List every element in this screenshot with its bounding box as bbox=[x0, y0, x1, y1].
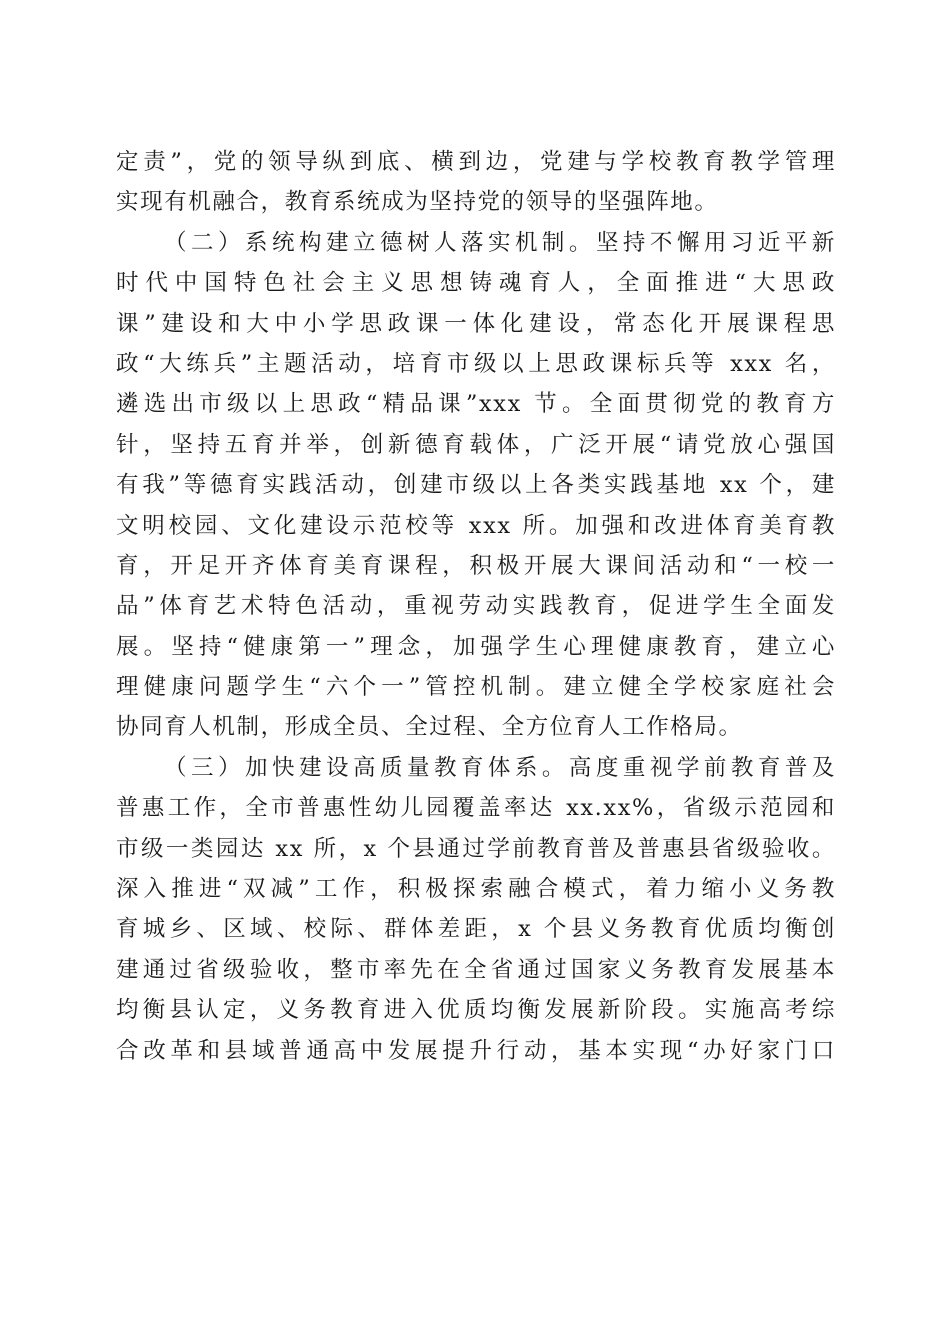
text-line: 实现有机融合，教育系统成为坚持党的领导的坚强阵地。 bbox=[116, 189, 719, 216]
text-line: 时代中国特色社会主义思想铸魂育人，全面推进“大思政 bbox=[116, 270, 836, 297]
text-line: 协同育人机制，形成全员、全过程、全方位育人工作格局。 bbox=[116, 714, 743, 741]
text-line: 品”体育艺术特色活动，重视劳动实践教育，促进学生全面发 bbox=[116, 593, 836, 620]
text-line: 遴选出市级以上思政“精品课”xxx 节。全面贯彻党的教育方 bbox=[116, 391, 836, 418]
section-heading: （二）系统构建立德树人落实机制。 bbox=[164, 229, 596, 256]
section-heading-line: （二）系统构建立德树人落实机制。坚持不懈用习近平新 bbox=[164, 229, 836, 256]
text-line: 有我”等德育实践活动，创建市级以上各类实践基地 xx 个，建 bbox=[116, 472, 836, 499]
text-line: 育城乡、区域、校际、群体差距，x 个县义务教育优质均衡创 bbox=[116, 916, 836, 943]
text-line: 文明校园、文化建设示范校等 xxx 所。加强和改进体育美育教 bbox=[116, 512, 836, 539]
text-line: 市级一类园达 xx 所，x 个县通过学前教育普及普惠县省级验收。 bbox=[116, 835, 836, 862]
text-line: 合改革和县域普通高中发展提升行动，基本实现“办好家门口 bbox=[116, 1037, 836, 1064]
document-page bbox=[116, 142, 836, 1071]
text-line: 理健康问题学生“六个一”管控机制。建立健全学校家庭社会 bbox=[116, 674, 836, 701]
text-line: 定责”，党的领导纵到底、横到边，党建与学校教育教学管理 bbox=[116, 149, 836, 175]
text-line: 建通过省级验收，整市率先在全省通过国家义务教育发展基本 bbox=[116, 956, 836, 983]
text-line: 育，开足开齐体育美育课程，积极开展大课间活动和“一校一 bbox=[116, 552, 836, 579]
section-heading-line: （三）加快建设高质量教育体系。高度重视学前教育普及 bbox=[164, 754, 836, 781]
text-line: 课”建设和大中小学思政课一体化建设，常态化开展课程思 bbox=[116, 310, 836, 337]
text-line: 展。坚持“健康第一”理念，加强学生心理健康教育，建立心 bbox=[116, 633, 836, 660]
text-line: 深入推进“双减”工作，积极探索融合模式，着力缩小义务教 bbox=[116, 876, 836, 903]
text-line: 普惠工作，全市普惠性幼儿园覆盖率达 xx.xx%，省级示范园和 bbox=[116, 795, 836, 822]
text-line: 政“大练兵”主题活动，培育市级以上思政课标兵等 xxx 名， bbox=[116, 350, 836, 377]
text-line: 均衡县认定，义务教育进入优质均衡发展新阶段。实施高考综 bbox=[116, 997, 836, 1024]
section-heading: （三）加快建设高质量教育体系。 bbox=[164, 754, 569, 781]
text-line: 针，坚持五育并举，创新德育载体，广泛开展“请党放心强国 bbox=[116, 431, 836, 458]
